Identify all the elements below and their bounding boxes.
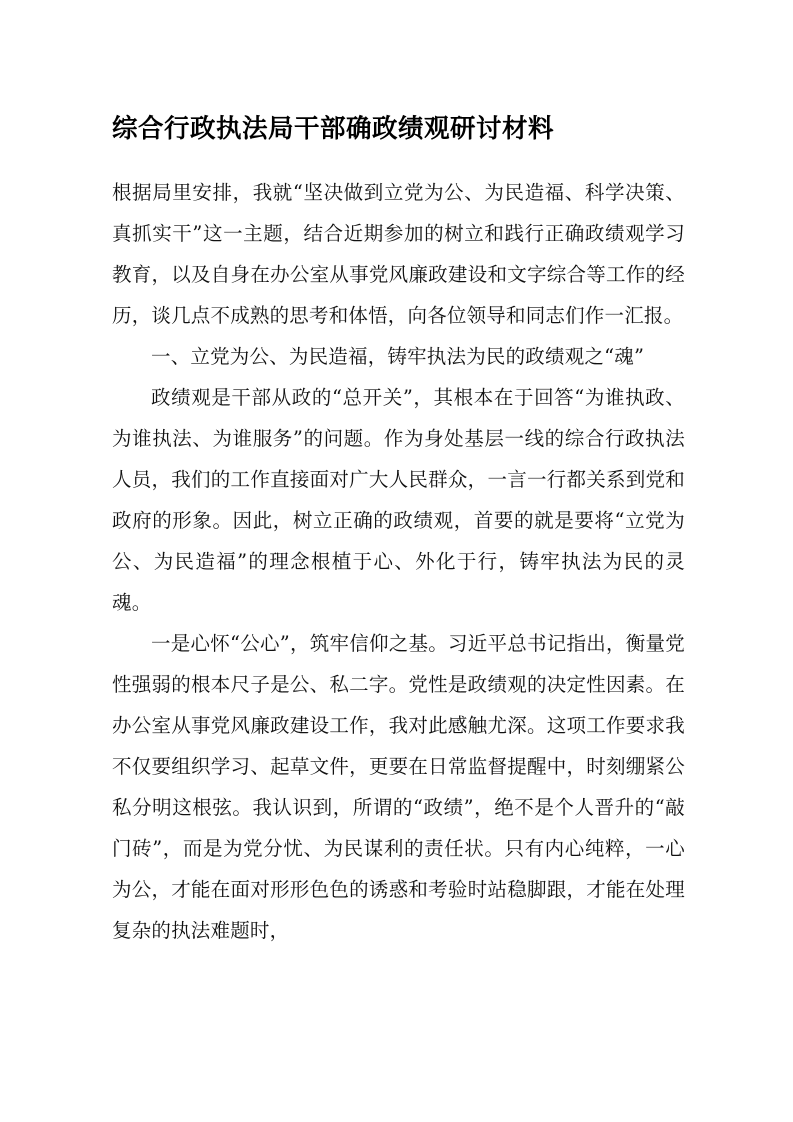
paragraph-4: 一是心怀“公心”，筑牢信仰之基。习近平总书记指出，衡量党性强弱的根本尺子是公、私二字。党性是政绩观的决定性因素。在办公室从事党风廉政建设工作，我对此感触尤深。这项工作要求我不仅要组织学习、起草文件，更要在日常监督提醒中，时刻绷紧公私分明这根弦。我认识到，所谓的“政绩”，绝不是个人晋升的“敲门砖”，而是为党分忧、为民谋利的责任状。只有内心纯粹，一心为公，才能在面对形形色色的诱惑和考验时站稳脚跟，才能在处理复杂的执法难题时，	[112, 632, 685, 943]
page-title: 综合行政执法局干部确政绩观研讨材料	[112, 114, 555, 144]
paragraph-2-heading: 一、立党为公、为民造福，铸牢执法为民的政绩观之“魂”	[151, 345, 645, 369]
paragraph-1: 根据局里安排，我就“坚决做到立党为公、为民造福、科学决策、真抓实干”这一主题，结合近期参加的树立和践行正确政绩观学习教育，以及自身在办公室从事党风廉政建设和文字综合等工作的经历，谈几点不成熟的思考和体悟，向各位领导和同志们作一汇报。	[112, 181, 685, 328]
paragraph-3: 政绩观是干部从政的“总开关”，其根本在于回答“为谁执政、为谁执法、为谁服务”的问题。作为身处基层一线的综合行政执法人员，我们的工作直接面对广大人民群众，一言一行都关系到党和政府的形象。因此，树立正确的政绩观，首要的就是要将“立党为公、为民造福”的理念根植于心、外化于行，铸牢执法为民的灵魂。	[112, 386, 685, 615]
